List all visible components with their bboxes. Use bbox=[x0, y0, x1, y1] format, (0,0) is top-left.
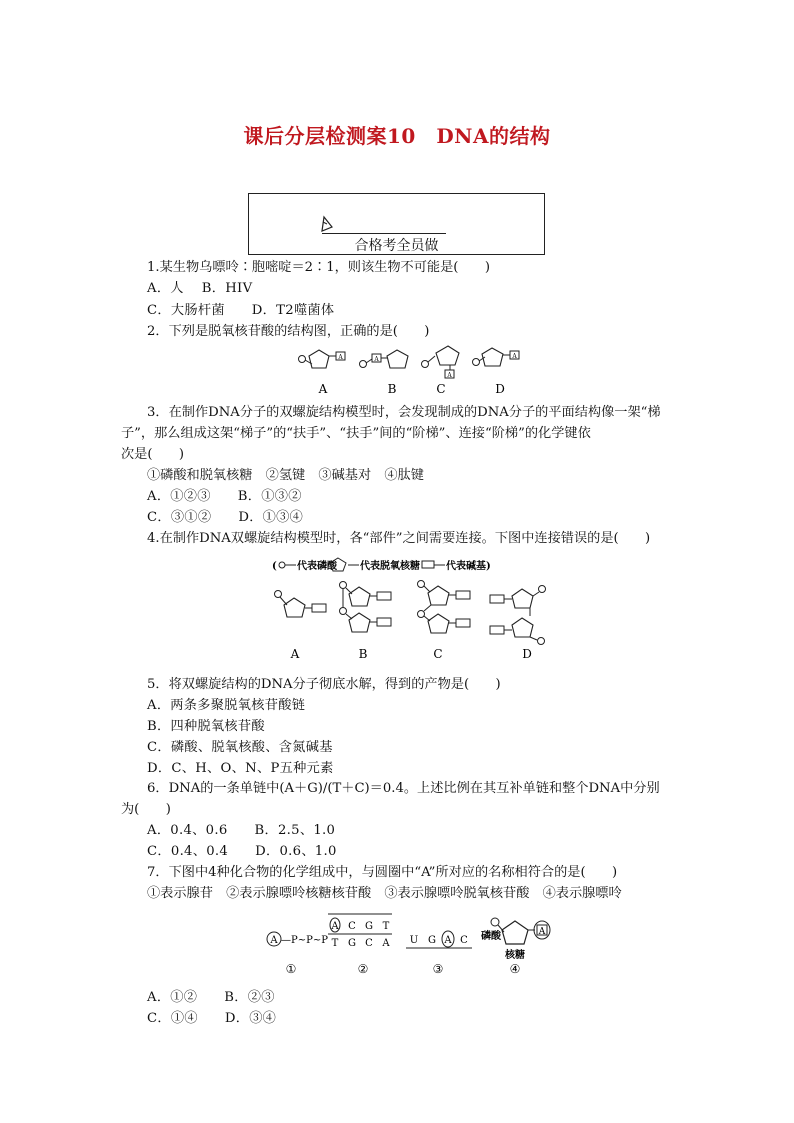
q4-label-a: A bbox=[290, 647, 300, 661]
q1-stem: 1.某生物乌嘌呤∶胞嘧啶＝2∶1，则该生物不可能是( ) bbox=[147, 260, 490, 275]
q7-label-1: ① bbox=[285, 962, 297, 976]
svg-text:G: G bbox=[428, 935, 436, 946]
q4-label-b: B bbox=[358, 647, 368, 661]
q4-option-a-structure bbox=[275, 591, 327, 618]
q6-stem-line2: 为( ) bbox=[121, 802, 171, 817]
divider bbox=[322, 233, 446, 234]
svg-text:A: A bbox=[270, 935, 278, 946]
q7-options-ab: A．①② B．②③ bbox=[147, 990, 275, 1005]
q7-label-2: ② bbox=[357, 962, 369, 976]
q2-option-a-structure bbox=[299, 350, 346, 368]
q2-figure bbox=[290, 344, 530, 399]
svg-text:A: A bbox=[538, 927, 546, 937]
q4-label-c: C bbox=[433, 647, 443, 661]
q2-stem: 2．下列是脱氧核苷酸的结构图，正确的是( ) bbox=[147, 324, 430, 339]
q3-stem-line1: 3．在制作DNA分子的双螺旋结构模型时，会发现制成的DNA分子的平面结构像一架“梯 bbox=[147, 405, 661, 420]
q4-stem: 4.在制作DNA双螺旋结构模型时，各“部件”之间需要连接。下图中连接错误的是( ) bbox=[147, 531, 651, 546]
svg-text:G: G bbox=[365, 921, 373, 932]
svg-text:A: A bbox=[374, 356, 379, 363]
q6-options-cd: C．0.4、0.4 D．0.6、1.0 bbox=[147, 844, 337, 859]
q3-stem-line3: 次是( ) bbox=[121, 447, 185, 462]
q7-figure-3 bbox=[406, 931, 472, 948]
q7-atp-chain: —P~P~P bbox=[281, 935, 328, 946]
q2-base-letter: A bbox=[338, 354, 343, 361]
svg-text:A: A bbox=[444, 935, 452, 946]
q7-figure-4 bbox=[481, 918, 550, 961]
q3-stem-line2: 子”，那么组成这架“梯子”的“扶手”、“扶手”间的“阶梯”、连接“阶梯”的化学键依 bbox=[121, 426, 591, 441]
svg-text:(: ( bbox=[272, 561, 277, 572]
q7-label-3: ③ bbox=[432, 962, 444, 976]
svg-text:T: T bbox=[382, 921, 390, 932]
q6-stem-line1: 6．DNA的一条单链中(A＋G)/(T＋C)＝0.4。上述比例在其互补单链和整个DNA中分别 bbox=[147, 781, 660, 796]
q2-option-d-structure bbox=[473, 348, 520, 366]
q3-items: ①磷酸和脱氧核糖 ②氢键 ③碱基对 ④肽键 bbox=[147, 468, 424, 483]
q5-option-c: C．磷酸、脱氧核酸、含氮碱基 bbox=[147, 740, 333, 755]
q2-label-c: C bbox=[436, 382, 446, 396]
page-title: 课后分层检测案10 DNA的结构 bbox=[243, 124, 551, 148]
svg-text:A: A bbox=[331, 921, 339, 932]
q7-stem: 7．下图中4种化合物的化学组成中，与圆圈中“A”所对应的名称相符合的是( ) bbox=[147, 865, 618, 880]
svg-text:C: C bbox=[365, 938, 373, 949]
q5-stem: 5．将双螺旋结构的DNA分子彻底水解，得到的产物是( ) bbox=[147, 677, 501, 692]
q4-legend bbox=[272, 558, 491, 572]
q7-ribose-label: 核糖 bbox=[505, 950, 525, 961]
q2-label-d: D bbox=[495, 382, 505, 396]
q4-legend-base: 代表碱基) bbox=[446, 561, 491, 572]
q7-label-4: ④ bbox=[509, 962, 521, 976]
q4-label-d: D bbox=[522, 647, 532, 661]
q4-figure bbox=[272, 556, 562, 664]
q5-option-d: D．C、H、O、N、P五种元素 bbox=[147, 761, 334, 776]
svg-text:C: C bbox=[348, 921, 356, 932]
q4-option-b-structure bbox=[340, 582, 392, 633]
q4-option-c-structure bbox=[418, 581, 471, 634]
q6-options-ab: A．0.4、0.6 B．2.5、1.0 bbox=[147, 823, 336, 838]
q4-option-d-structure bbox=[490, 586, 546, 645]
q4-legend-phosphate: 代表磷酸 bbox=[297, 561, 337, 572]
q4-legend-sugar: 代表脱氧核糖 bbox=[360, 561, 420, 572]
section-label: 合格考全员做 bbox=[354, 238, 439, 254]
q2-label-b: B bbox=[387, 382, 397, 396]
section-box bbox=[248, 193, 545, 255]
svg-text:C: C bbox=[460, 935, 468, 946]
svg-text:A: A bbox=[382, 938, 390, 949]
q7-phosphate-label: 磷酸 bbox=[481, 931, 501, 942]
q7-options-cd: C．①④ D．③④ bbox=[147, 1011, 277, 1026]
svg-text:U: U bbox=[409, 935, 419, 946]
q2-option-c-structure bbox=[422, 346, 460, 379]
q7-items: ①表示腺苷 ②表示腺嘌呤核糖核苷酸 ③表示腺嘌呤脱氧核苷酸 ④表示腺嘌呤 bbox=[147, 886, 622, 901]
q2-option-b-structure bbox=[360, 350, 409, 368]
q7-figure-1 bbox=[267, 932, 328, 946]
q7-figure bbox=[262, 912, 562, 980]
q5-option-b: B．四种脱氧核苷酸 bbox=[147, 719, 265, 734]
q2-label-a: A bbox=[318, 382, 328, 396]
q1-options-ab: A．人 B．HIV bbox=[147, 281, 253, 296]
q3-options-ab: A．①②③ B．①③② bbox=[147, 489, 302, 504]
q1-options-cd: C．大肠杆菌 D．T2噬菌体 bbox=[147, 303, 335, 318]
svg-text:G: G bbox=[348, 938, 356, 949]
pencil-icon bbox=[319, 214, 339, 234]
q7-figure-2 bbox=[328, 914, 392, 949]
q3-options-cd: C．③①② D．①③④ bbox=[147, 510, 304, 525]
svg-text:A: A bbox=[512, 353, 517, 360]
svg-text:A: A bbox=[447, 372, 452, 379]
q5-option-a: A．两条多聚脱氧核苷酸链 bbox=[147, 698, 306, 713]
svg-text:T: T bbox=[331, 938, 339, 949]
